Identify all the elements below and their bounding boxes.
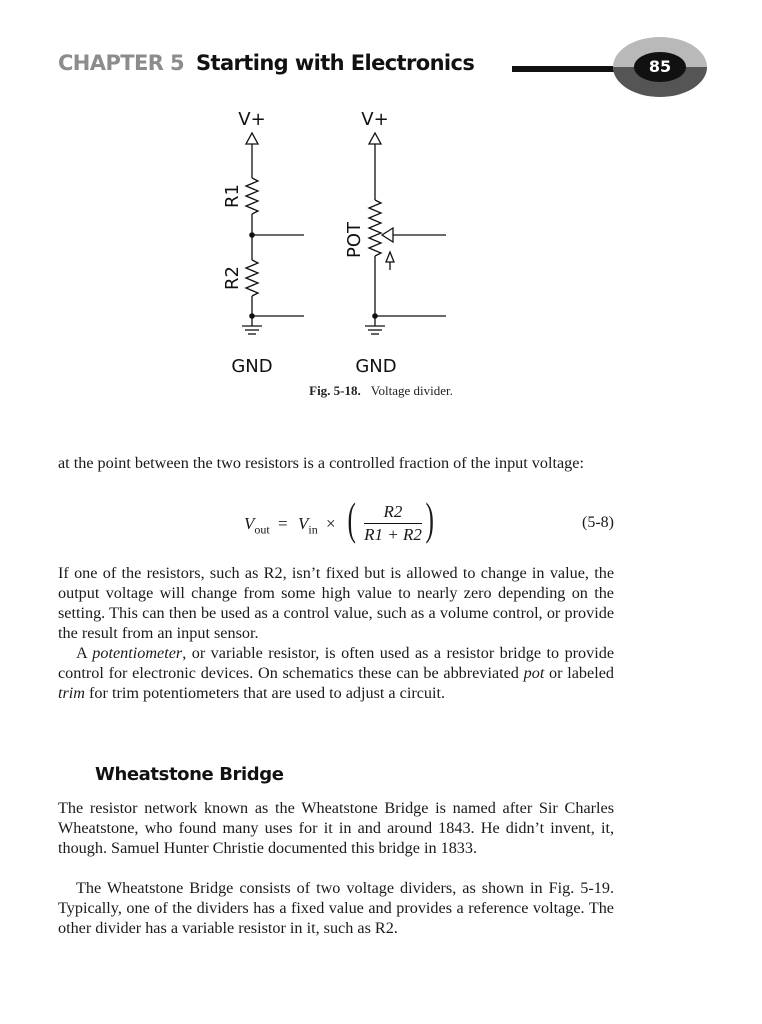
r2-label: R2 xyxy=(222,266,243,290)
pot-label: POT xyxy=(344,221,365,259)
page-number: 85 xyxy=(648,57,672,76)
wiper-arrow xyxy=(382,228,393,242)
eq-numerator: R2 xyxy=(383,502,403,521)
header-rule xyxy=(512,66,624,72)
eq-equals: = xyxy=(278,514,288,533)
chapter-label: CHAPTER 5 xyxy=(58,51,184,75)
eq-vout: $V_{out}$ xyxy=(244,514,270,537)
vplus-label-right: V+ xyxy=(361,109,389,130)
adjust-arrow xyxy=(386,252,394,262)
vplus-arrow-right xyxy=(369,133,381,144)
section-heading: Wheatstone Bridge xyxy=(95,764,284,785)
vplus-label-left: V+ xyxy=(238,109,266,130)
term-trim: trim xyxy=(58,684,85,702)
figure-caption-text: Voltage divider. xyxy=(370,383,453,398)
resistor-paragraph: If one of the resistors, such as R2, isn’t fixed but is allowed to change in value, the output voltage will change from some high value to nearly zero depending on the setting. This can then be used as a control value, such as a volume control, or provide the result from an input sensor. xyxy=(58,564,614,642)
intro-paragraph: at the point between the two resistors is a controlled fraction of the input voltage: xyxy=(58,454,584,472)
equation-5-8 xyxy=(58,494,614,550)
figure-caption-label: Fig. 5-18. xyxy=(309,383,361,398)
potentiometer-paragraph: A potentiometer, or variable resistor, is often used as a resistor bridge to provide control for electronic devices. On schematics these can be abbreviated pot or labeled trim for trim potentiometers that are used to adjust a circuit. xyxy=(58,644,615,702)
figure-caption xyxy=(0,383,762,399)
potentiometer xyxy=(369,200,381,256)
eq-times: × xyxy=(326,514,336,533)
wheatstone-paragraph-2: The Wheatstone Bridge consists of two voltage dividers, as shown in Fig. 5-19. Typically, one of the dividers has a fixed value and provides a reference voltage. The other divider has a variable resistor in it, such as R2. xyxy=(58,879,614,937)
r1-label: R1 xyxy=(222,184,243,208)
voltage-divider-schematic xyxy=(200,100,480,390)
eq-vin: $V_{in}$ xyxy=(298,514,318,537)
vplus-arrow-left xyxy=(246,133,258,144)
term-pot: pot xyxy=(523,664,545,682)
equation-number: (5-8) xyxy=(582,514,614,531)
wheatstone-paragraph-1: The resistor network known as the Wheatstone Bridge is named after Sir Charles Wheatstone, who found many uses for it in and around 1843. He didn’t invent, it, though. Samuel Hunter Christie documented this bridge in 1833. xyxy=(58,799,614,857)
eq-fraction xyxy=(358,498,428,548)
eq-fraction-bar xyxy=(364,523,422,524)
gnd-label-left: GND xyxy=(231,356,273,377)
resistor-r1 xyxy=(246,178,258,214)
chapter-title: Starting with Electronics xyxy=(196,51,475,75)
eq-denominator: R1 + R2 xyxy=(364,525,422,544)
eq-left-paren: ( xyxy=(347,493,356,544)
resistor-r2 xyxy=(246,260,258,296)
eq-right-paren: ) xyxy=(425,493,434,544)
running-header xyxy=(58,51,474,75)
gnd-label-right: GND xyxy=(355,356,397,377)
term-potentiometer: potentiometer xyxy=(92,644,183,662)
